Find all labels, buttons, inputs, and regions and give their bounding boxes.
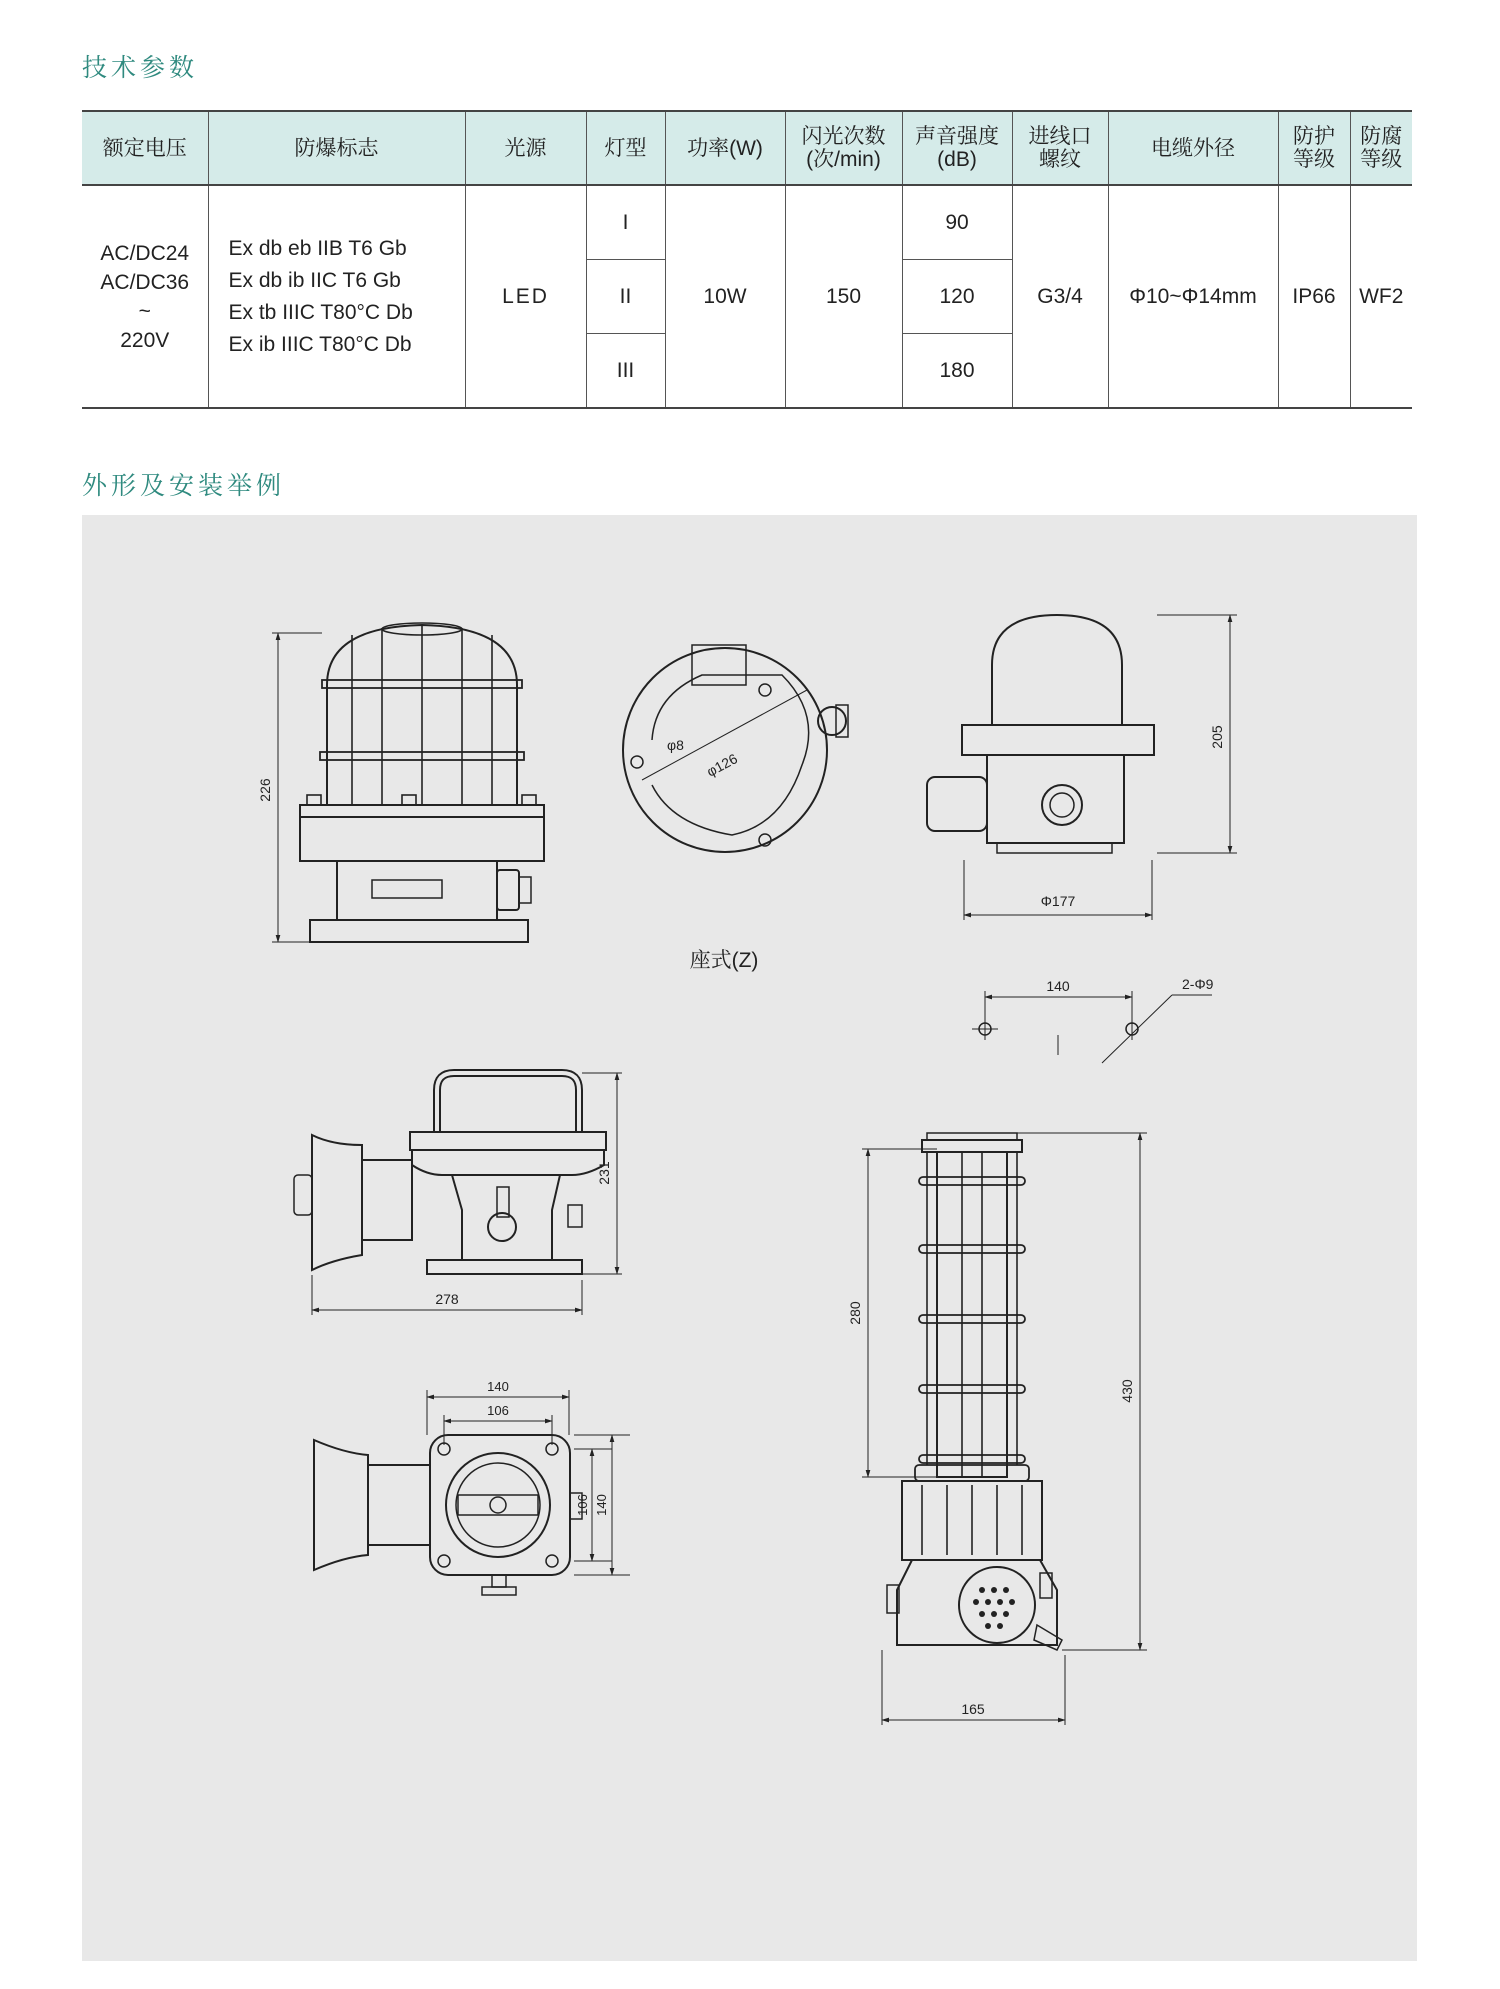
- drawing-area: [82, 515, 1417, 1961]
- cable-od-cell: Φ10~Φ14mm: [1108, 185, 1278, 408]
- tube-lamp-side-view: [847, 1133, 1147, 1725]
- dim-231: 231: [596, 1161, 612, 1185]
- lamp-type-cell: III: [586, 334, 665, 409]
- dim-226: 226: [257, 778, 273, 802]
- thread-cell: G3/4: [1012, 185, 1108, 408]
- dim-106-a: 106: [487, 1403, 509, 1418]
- lamp-type-cell: I: [586, 185, 665, 260]
- ex-mark-cell: Ex db eb IIB T6 Gb Ex db ib IIC T6 Gb Ex tb IIIC T80°C Db Ex ib IIIC T80°C Db: [208, 185, 465, 408]
- dim-165: 165: [961, 1701, 985, 1717]
- col-header: 灯型: [586, 111, 665, 185]
- rated-voltage-cell: AC/DC24 AC/DC36 ~ 220V: [82, 185, 208, 408]
- col-header: 电缆外径: [1108, 111, 1278, 185]
- dim-278: 278: [435, 1291, 459, 1307]
- spec-table: [82, 110, 1412, 409]
- dim-140-c: 140: [594, 1494, 609, 1516]
- dim-phi126: φ126: [703, 750, 741, 780]
- dim-280: 280: [847, 1301, 863, 1325]
- round-top-view: [623, 645, 848, 852]
- horn-box-top-view: [314, 1379, 630, 1595]
- col-header: 声音强度 (dB): [902, 111, 1012, 185]
- dim-phi8: φ8: [667, 737, 684, 753]
- cage-lamp-side-view: [257, 623, 544, 942]
- sound-level-cell: 120: [902, 260, 1012, 334]
- technical-drawing: [82, 515, 1417, 1961]
- dome-lamp-side-view: [927, 615, 1237, 920]
- dim-430: 430: [1119, 1379, 1135, 1403]
- col-header: 光源: [465, 111, 586, 185]
- anticorrosion-cell: WF2: [1350, 185, 1412, 408]
- col-header: 进线口 螺纹: [1012, 111, 1108, 185]
- dim-106-b: 106: [575, 1494, 590, 1516]
- table-row: [82, 185, 1412, 260]
- light-source-cell: LED: [465, 185, 586, 408]
- col-header: 闪光次数 (次/min): [785, 111, 902, 185]
- col-header: 防腐 等级: [1350, 111, 1412, 185]
- flash-rate-cell: 150: [785, 185, 902, 408]
- lamp-type-cell: II: [586, 260, 665, 334]
- col-header: 防护 等级: [1278, 111, 1350, 185]
- dim-140-a: 140: [1046, 978, 1070, 994]
- mounting-holes: [972, 976, 1214, 1063]
- col-header: 额定电压: [82, 111, 208, 185]
- seat-label: 座式(Z): [689, 949, 759, 972]
- col-header: 功率(W): [665, 111, 785, 185]
- power-cell: 10W: [665, 185, 785, 408]
- sound-level-cell: 180: [902, 334, 1012, 409]
- ip-cell: IP66: [1278, 185, 1350, 408]
- dim-140-b: 140: [487, 1379, 509, 1394]
- tech-params-title: 技术参数: [82, 53, 199, 82]
- table-header-row: [82, 111, 1412, 185]
- dim-phi177: Φ177: [1040, 893, 1076, 909]
- sound-level-cell: 90: [902, 185, 1012, 260]
- col-header: 防爆标志: [208, 111, 465, 185]
- dim-205: 205: [1209, 725, 1225, 749]
- outline-title: 外形及安装举例: [82, 471, 286, 500]
- horn-handle-side-view: [294, 1073, 622, 1315]
- dim-2phi9: 2-Φ9: [1182, 976, 1214, 992]
